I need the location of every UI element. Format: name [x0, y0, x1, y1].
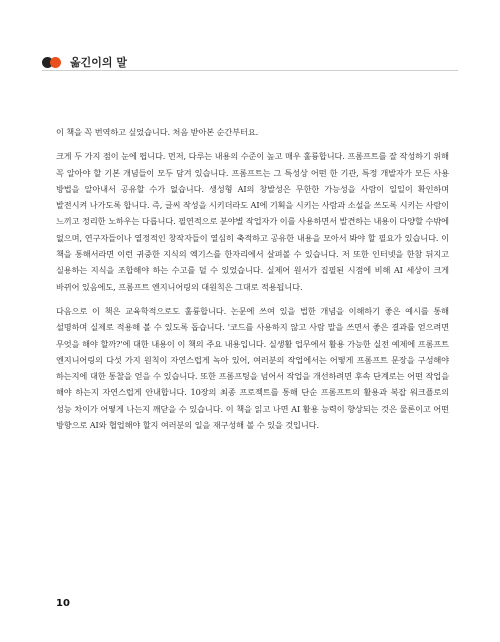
page-number: 10 — [56, 598, 70, 609]
orange-dot-icon — [50, 57, 61, 68]
header-divider — [42, 70, 458, 71]
paragraph-first-point: 크게 두 가지 점이 눈에 띕니다. 먼저, 다루는 내용의 수준이 높고 매우 훌륭합니다. 프롬프트를 잘 작성하기 위해 꼭 알아야 할 기본 개념들이 모두 담겨 있습니다. 프롬프트는 그 특성상 어떤 한 기관, 특정 개발자가 모든 사용 방법을 알아내서 공유할 수가 없습니다. 생성형 AI의 창발성은 무한한 가능성을 사람이 일일이 확인하며 발전시켜 나가도록 합니다. 즉, 글씨 작성을 시키더라도 AI에 기획을 시키는 사람과 소설을 쓰도록 시키는 사람이 느끼고 정리한 노하우는 다릅니다. 필연적으로 분야별 작업자가 이를 사용하면서 발견하는 내용이 다양할 수밖에 없으며, 연구자들이나 열정적인 창작자들이 열심히 축적하고 공유한 내용을 모아서 봐야 할 필요가 있습니다. 이 책을 통해서라면 이런 귀중한 지식의 엑기스를 한자리에서 살펴볼 수 있습니다. 저 또한 인터넷을 한참 뒤지고 실용하는 지식을 조합해야 하는 수고를 덜 수 있었습니다. 실제어 원서가 집필된 시점에 비해 AI 세상이 크게 바뀌어 있음에도, 프롬프트 엔지니어링의 대원칙은 그대로 적용됩니다. — [56, 151, 449, 292]
paragraph-second-point: 다음으로 이 책은 교육학적으로도 훌륭합니다. 논문에 쓰여 있을 법한 개념을 이해하기 좋은 예시를 통해 설명하며 실제로 적용해 볼 수 있도록 돕습니다. '코드를 사용하지 않고 사람 말을 쓰면서 좋은 결과를 얻으려면 무엇을 해야 할까?'에 대한 내용이 이 책의 주요 내용입니다. 실생활 업무에서 활용 가능한 실전 예제에 프롬프트 엔지니어링의 다섯 가지 원칙이 자연스럽게 녹아 있어, 여러분의 작업에서는 어떻게 프롬프트 문장을 구성해야 하는지에 대한 통찰을 얻을 수 있습니다. 또한 프롬프팅을 넘어서 작업을 개선하려면 후속 단계로는 어떤 작업을 해야 하는지 자연스럽게 안내합니다. 10장의 최종 프로젝트를 통해 단순 프롬프트의 활용과 복잡 워크플로의 성능 차이가 어떻게 나는지 깨닫을 수 있습니다. 이 책을 읽고 나면 AI 활용 능력이 향상되는 것은 물론이고 어떤 방향으로 AI와 협업해야 할지 여러분의 일을 재구성해 볼 수 있을 것입니다. — [56, 305, 449, 431]
section-header — [42, 54, 127, 70]
body-text — [56, 124, 449, 441]
section-marker-icon — [42, 57, 64, 68]
paragraph-intro: 이 책을 꼭 번역하고 싶었습니다. 처음 받아본 순간부터요. — [56, 127, 259, 137]
section-title: 옮긴이의 말 — [70, 56, 127, 69]
